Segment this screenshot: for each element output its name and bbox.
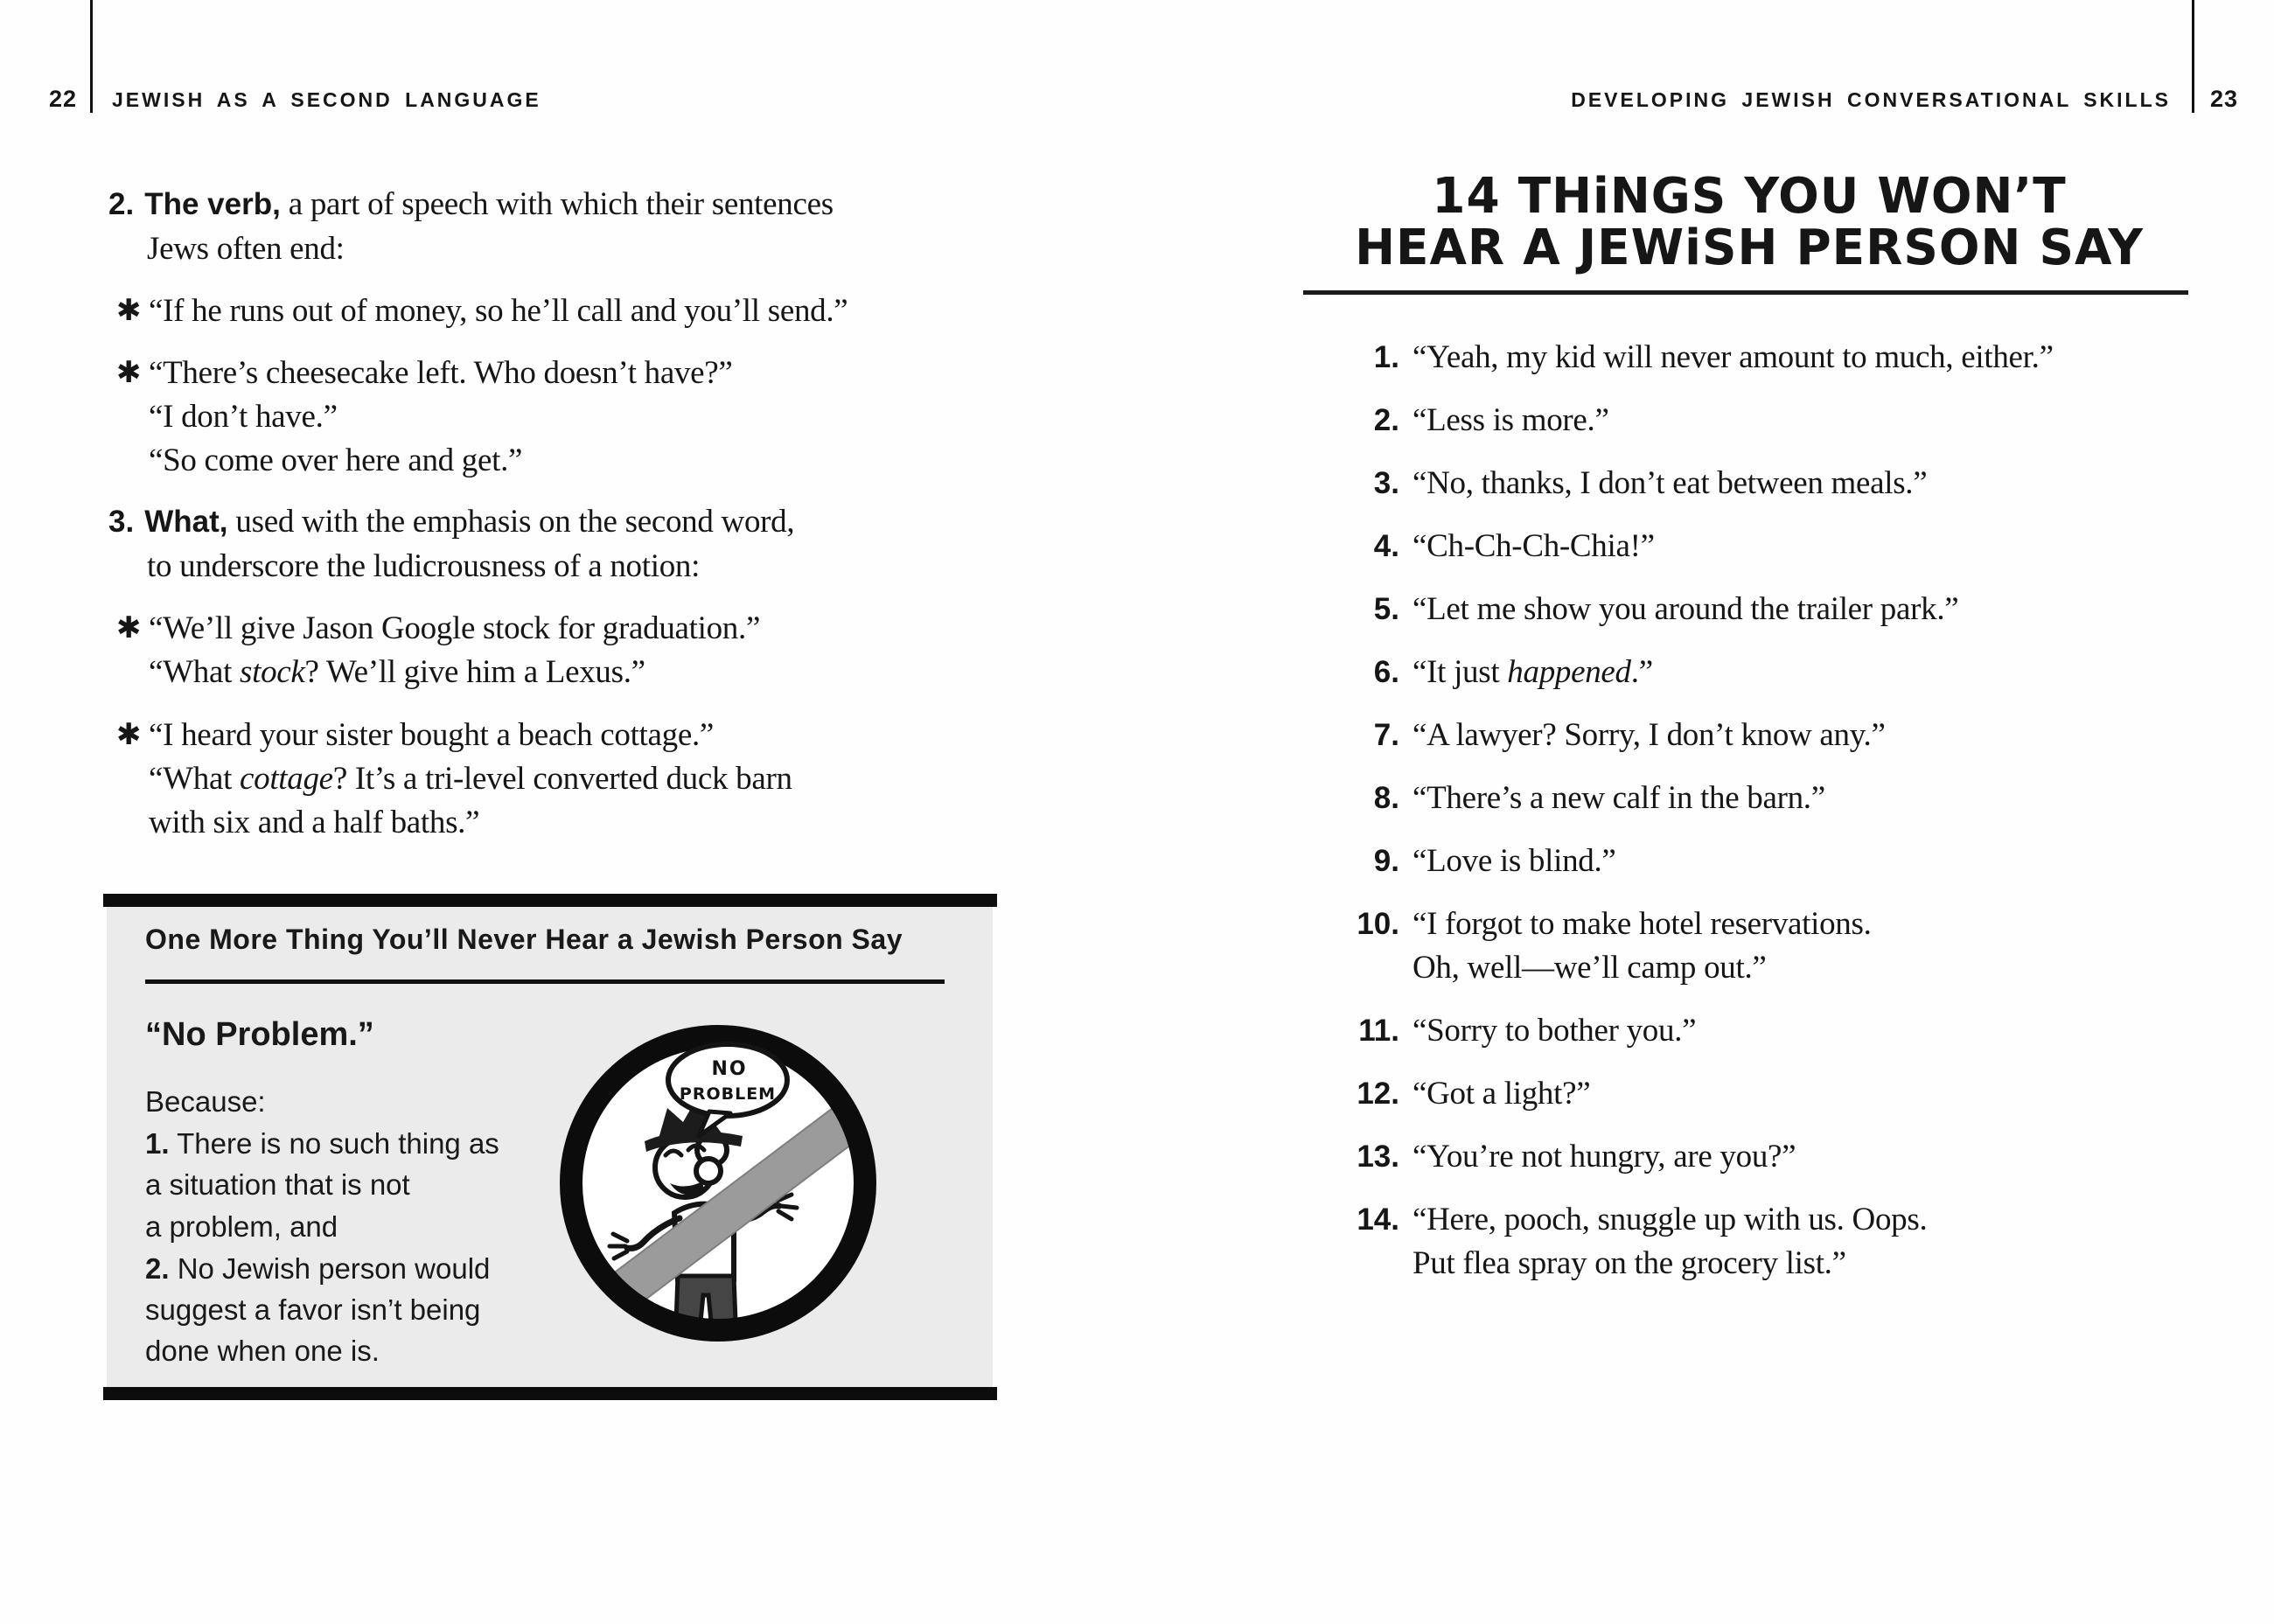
list-number: 6. [1373, 655, 1399, 689]
list-item-7 [1329, 719, 1886, 751]
list-number: 8. [1373, 781, 1399, 815]
speech-bubble-text-line-1: NO [711, 1058, 748, 1080]
list-item-1 [1329, 341, 2054, 373]
chapter-title-line-1: 14 THiNGS YOU WON’T [1432, 168, 2067, 225]
list-number: 7. [1373, 718, 1399, 752]
list-number: 11. [1358, 1014, 1399, 1048]
list-number: 2. [1373, 403, 1399, 437]
reason-number: 1. [145, 1127, 170, 1160]
sidebar-reason-1-line-2: a situation that is not [145, 1168, 410, 1201]
list-text: “It just [1413, 654, 1508, 690]
bullet-line [116, 612, 760, 645]
text-segment: ? It’s a tri-level converted duck barn [332, 761, 792, 797]
italic-word: stock [240, 654, 305, 690]
bullet-continuation: with six and a half baths.” [149, 805, 480, 840]
list-item-2 [1329, 404, 1609, 436]
bullet-continuation: “So come over here and get.” [149, 443, 523, 478]
sidebar-bottom-bar [103, 1387, 997, 1400]
list-item-14-line-2: Put flea spray on the grocery list.” [1413, 1245, 1846, 1281]
sidebar-because: Because: [145, 1085, 266, 1118]
asterisk-bullet-icon: ✱ [116, 293, 142, 328]
list-item-10-line-2: Oh, well—we’ll camp out.” [1413, 950, 1767, 986]
text-segment: “What [149, 654, 240, 690]
list-number: 9. [1373, 844, 1399, 878]
bullet-continuation: “I don’t have.” [149, 399, 338, 435]
italic-word: cottage [240, 761, 333, 797]
asterisk-bullet-icon: ✱ [116, 355, 142, 390]
reason-text: There is no such thing as [169, 1127, 499, 1160]
list-number: 13. [1357, 1140, 1399, 1174]
left-running-head: JEWISH AS A SECOND LANGUAGE [112, 88, 541, 111]
text-segment: ? We’ll give him a Lexus.” [304, 654, 645, 690]
list-number: 14. [1357, 1202, 1399, 1237]
chapter-title-rule [1303, 290, 2188, 295]
list-text: “Got a light?” [1413, 1076, 1591, 1112]
speech-bubble-shape [668, 1044, 787, 1116]
list-item-6 [1329, 656, 1653, 688]
list-item-8 [1329, 782, 1825, 814]
left-header-rule [90, 0, 93, 113]
numbered-item-3-line-2: to underscore the ludicrousness of a notion: [147, 548, 701, 584]
asterisk-bullet-icon: ✱ [116, 717, 142, 752]
sidebar-title-rule [145, 979, 945, 984]
asterisk-bullet-icon: ✱ [116, 610, 142, 645]
list-number: 10. [1357, 907, 1399, 941]
bullet-line [116, 719, 714, 751]
list-text: “Let me show you around the trailer park.” [1413, 591, 1959, 627]
item-lead-bold: The verb, [144, 187, 281, 221]
sidebar-reason-2-line-1 [145, 1254, 490, 1283]
list-text: “Here, pooch, snuggle up with us. Oops. [1413, 1202, 1928, 1237]
bullet-text: “There’s cheesecake left. Who doesn’t have?” [149, 355, 733, 391]
list-item-13 [1329, 1140, 1796, 1173]
reason-number: 2. [145, 1252, 170, 1285]
bullet-continuation [149, 656, 645, 688]
sidebar-top-bar [103, 894, 997, 907]
right-page-number: 23 [2210, 86, 2239, 112]
no-problem-cartoon [554, 1017, 884, 1348]
list-item-12 [1329, 1077, 1590, 1110]
numbered-item-2-line-1 [108, 188, 834, 220]
reason-text: No Jewish person would [169, 1252, 491, 1285]
right-running-head: DEVELOPING JEWISH CONVERSATIONAL SKILLS [1571, 88, 2171, 111]
list-item-3 [1329, 467, 1927, 499]
bullet-line [116, 295, 848, 327]
list-text: “A lawyer? Sorry, I don’t know any.” [1413, 717, 1886, 753]
sidebar-quote: “No Problem.” [145, 1016, 374, 1053]
sidebar-reason-2-line-3: done when one is. [145, 1335, 380, 1367]
list-item-11 [1329, 1014, 1696, 1047]
item-text: a part of speech with which their sentences [280, 186, 834, 222]
italic-word: happened [1507, 654, 1631, 690]
sidebar-title: One More Thing You’ll Never Hear a Jewish Person Say [145, 924, 903, 955]
bullet-continuation [149, 763, 792, 795]
item-number: 3. [108, 505, 135, 539]
list-item-9 [1329, 845, 1616, 877]
list-number: 12. [1357, 1077, 1399, 1111]
numbered-item-2-line-2: Jews often end: [147, 231, 345, 267]
list-text: “There’s a new calf in the barn.” [1413, 780, 1825, 816]
right-header-rule [2192, 0, 2194, 113]
man-nose [696, 1159, 721, 1183]
sidebar-reason-2-line-2: suggest a favor isn’t being [145, 1293, 481, 1326]
list-number: 3. [1373, 466, 1399, 500]
list-text: “No, thanks, I don’t eat between meals.” [1413, 465, 1928, 501]
bullet-text: “We’ll give Jason Google stock for graduation.” [149, 610, 761, 646]
bullet-text: “I heard your sister bought a beach cottage.” [149, 717, 715, 753]
sidebar-reason-1-line-3: a problem, and [145, 1210, 338, 1243]
list-number: 1. [1373, 340, 1399, 374]
chapter-title-line-2: HEAR A JEWiSH PERSON SAY [1355, 220, 2144, 276]
text-segment: “What [149, 761, 240, 797]
list-text: “Ch-Ch-Ch-Chia!” [1413, 528, 1655, 564]
bullet-line [116, 357, 733, 389]
sidebar-reason-1-line-1 [145, 1129, 499, 1158]
item-lead-bold: What, [144, 505, 228, 539]
list-number: 5. [1373, 592, 1399, 626]
list-item-4 [1329, 530, 1655, 562]
list-text: “Yeah, my kid will never amount to much, either.” [1413, 339, 2054, 375]
list-text: “Less is more.” [1413, 402, 1609, 438]
item-text: used with the emphasis on the second word, [227, 504, 795, 540]
list-text: “You’re not hungry, are you?” [1413, 1139, 1796, 1174]
left-page-number: 22 [49, 86, 78, 112]
list-item-5 [1329, 593, 1958, 625]
item-number: 2. [108, 187, 135, 221]
list-text: “Sorry to bother you.” [1413, 1013, 1697, 1049]
list-item-10 [1329, 908, 1872, 940]
bullet-text: “If he runs out of money, so he’ll call and you’ll send.” [149, 293, 848, 329]
numbered-item-3-line-1 [108, 505, 794, 538]
list-text: “Love is blind.” [1413, 843, 1616, 879]
list-item-14 [1329, 1203, 1927, 1236]
list-text: “I forgot to make hotel reservations. [1413, 906, 1872, 942]
speech-bubble-text-line-2: PROBLEM [679, 1084, 777, 1104]
list-number: 4. [1373, 529, 1399, 563]
list-text: .” [1630, 654, 1653, 690]
